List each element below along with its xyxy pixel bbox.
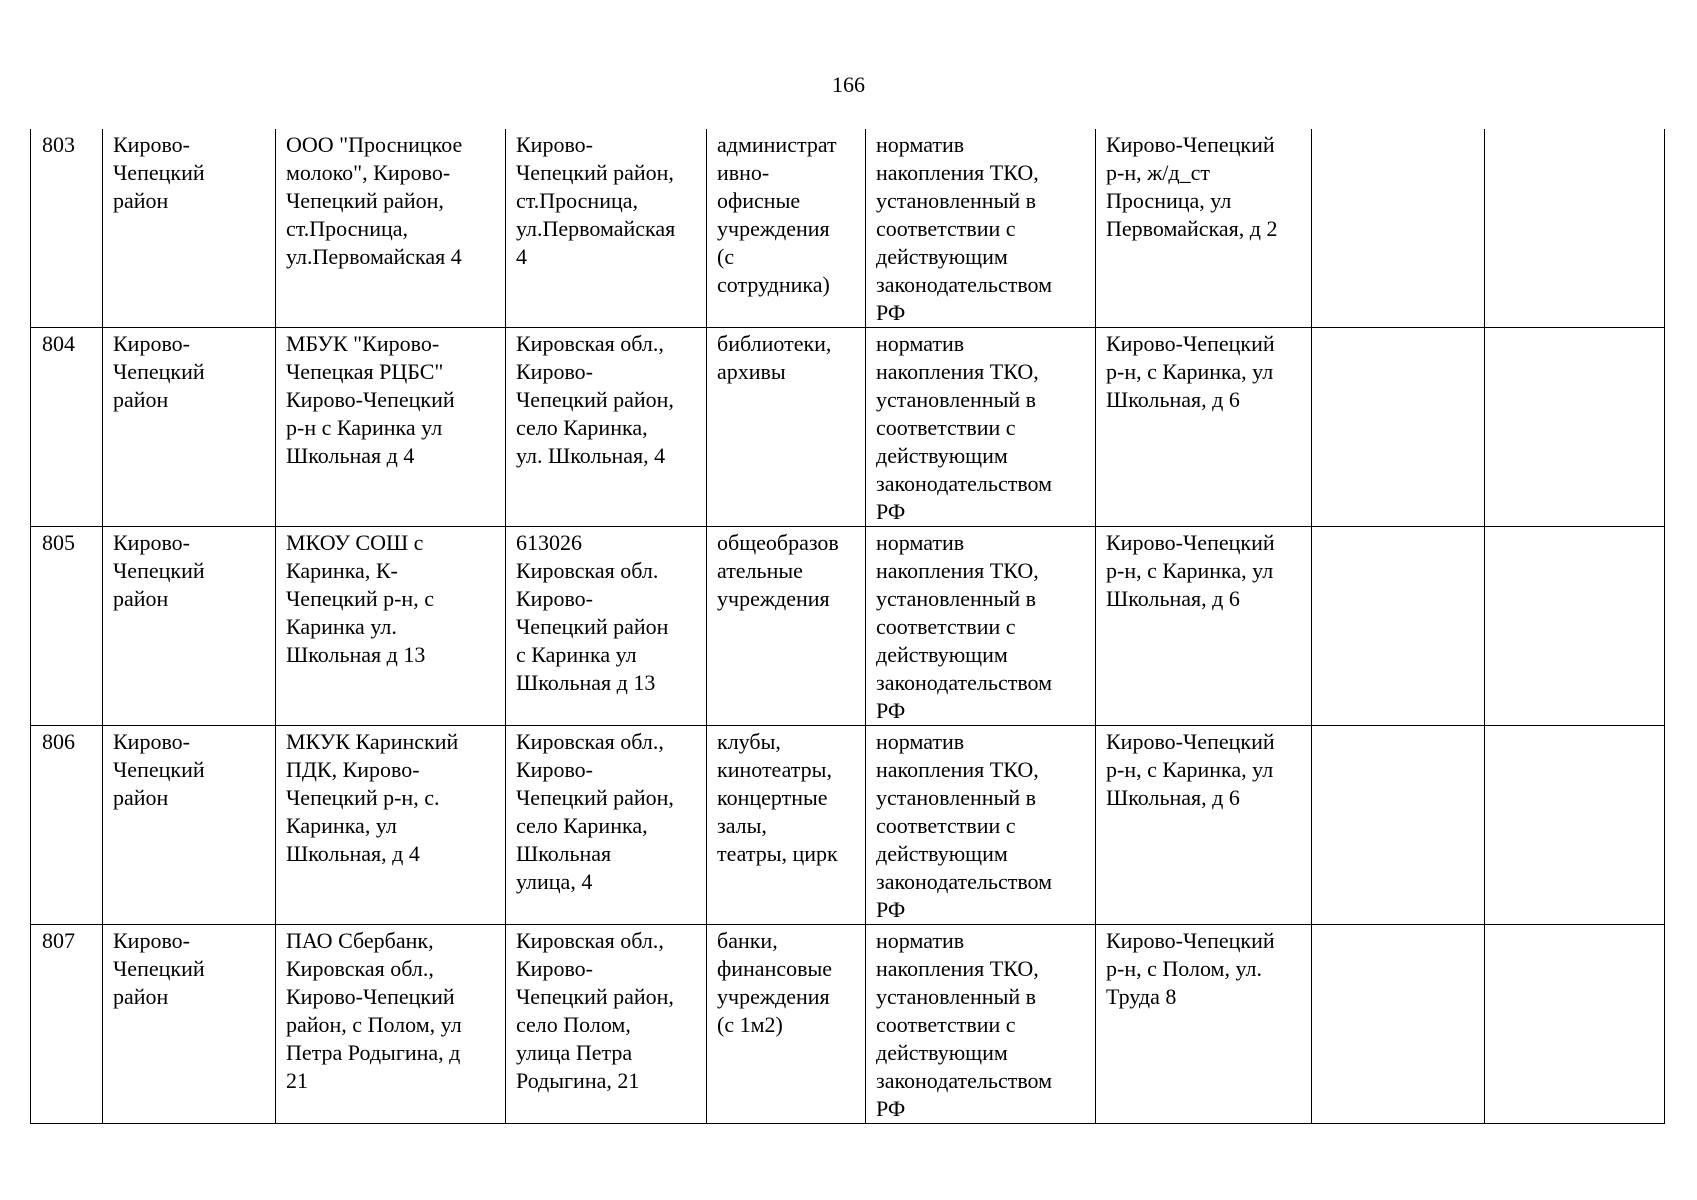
cell-address: Кировская обл., Кирово- Чепецкий район, село Каринка, Школьная улица, 4 [506, 726, 707, 925]
cell-norm: норматив накопления ТКО, установленный в соответствии с действующим законодательством РФ [866, 726, 1096, 925]
table-row [31, 129, 1665, 328]
cell-norm: норматив накопления ТКО, установленный в соответствии с действующим законодательством РФ [866, 328, 1096, 527]
cell-category: банки, финансовые учреждения (с 1м2) [707, 925, 866, 1124]
cell-empty [1312, 527, 1485, 726]
cell-organization: ООО "Просницкое молоко", Кирово- Чепецкий район, ст.Просница, ул.Первомайская 4 [276, 129, 506, 328]
cell-empty [1485, 328, 1665, 527]
page-number: 166 [832, 72, 865, 97]
cell-district: Кирово- Чепецкий район [103, 925, 276, 1124]
cell-norm: норматив накопления ТКО, установленный в соответствии с действующим законодательством РФ [866, 527, 1096, 726]
cell-address: 613026 Кировская обл. Кирово- Чепецкий район с Каринка ул Школьная д 13 [506, 527, 707, 726]
cell-number: 805 [31, 527, 103, 726]
cell-site: Кирово-Чепецкий р-н, с Полом, ул. Труда 8 [1096, 925, 1312, 1124]
cell-empty [1485, 527, 1665, 726]
cell-address: Кировская обл., Кирово- Чепецкий район, село Полом, улица Петра Родыгина, 21 [506, 925, 707, 1124]
table-row [31, 925, 1665, 1124]
cell-site: Кирово-Чепецкий р-н, с Каринка, ул Школьная, д 6 [1096, 527, 1312, 726]
cell-empty [1312, 328, 1485, 527]
cell-organization: ПАО Сбербанк, Кировская обл., Кирово-Чепецкий район, с Полом, ул Петра Родыгина, д 21 [276, 925, 506, 1124]
cell-district: Кирово- Чепецкий район [103, 527, 276, 726]
waste-registry-table [30, 129, 1665, 1124]
cell-norm: норматив накопления ТКО, установленный в соответствии с действующим законодательством РФ [866, 925, 1096, 1124]
cell-district: Кирово- Чепецкий район [103, 726, 276, 925]
table-row [31, 328, 1665, 527]
table-body [31, 129, 1665, 1124]
cell-norm: норматив накопления ТКО, установленный в соответствии с действующим законодательством РФ [866, 129, 1096, 328]
cell-organization: МКОУ СОШ с Каринка, К- Чепецкий р-н, с Каринка ул. Школьная д 13 [276, 527, 506, 726]
cell-address: Кирово- Чепецкий район, ст.Просница, ул.Первомайская 4 [506, 129, 707, 328]
cell-site: Кирово-Чепецкий р-н, ж/д_ст Просница, ул Первомайская, д 2 [1096, 129, 1312, 328]
cell-empty [1485, 925, 1665, 1124]
cell-number: 803 [31, 129, 103, 328]
cell-district: Кирово- Чепецкий район [103, 328, 276, 527]
cell-category: общеобразов ательные учреждения [707, 527, 866, 726]
cell-district: Кирово- Чепецкий район [103, 129, 276, 328]
cell-category: клубы, кинотеатры, концертные залы, театры, цирк [707, 726, 866, 925]
cell-empty [1312, 129, 1485, 328]
cell-empty [1312, 925, 1485, 1124]
table-row [31, 726, 1665, 925]
cell-number: 807 [31, 925, 103, 1124]
cell-category: библиотеки, архивы [707, 328, 866, 527]
cell-number: 804 [31, 328, 103, 527]
cell-empty [1312, 726, 1485, 925]
cell-address: Кировская обл., Кирово- Чепецкий район, село Каринка, ул. Школьная, 4 [506, 328, 707, 527]
cell-organization: МКУК Каринский ПДК, Кирово- Чепецкий р-н, с. Каринка, ул Школьная, д 4 [276, 726, 506, 925]
table-row [31, 527, 1665, 726]
cell-site: Кирово-Чепецкий р-н, с Каринка, ул Школьная, д 6 [1096, 328, 1312, 527]
cell-empty [1485, 726, 1665, 925]
cell-empty [1485, 129, 1665, 328]
cell-site: Кирово-Чепецкий р-н, с Каринка, ул Школьная, д 6 [1096, 726, 1312, 925]
cell-organization: МБУК "Кирово- Чепецкая РЦБС" Кирово-Чепецкий р-н с Каринка ул Школьная д 4 [276, 328, 506, 527]
cell-category: администрат ивно- офисные учреждения (с сотрудника) [707, 129, 866, 328]
cell-number: 806 [31, 726, 103, 925]
